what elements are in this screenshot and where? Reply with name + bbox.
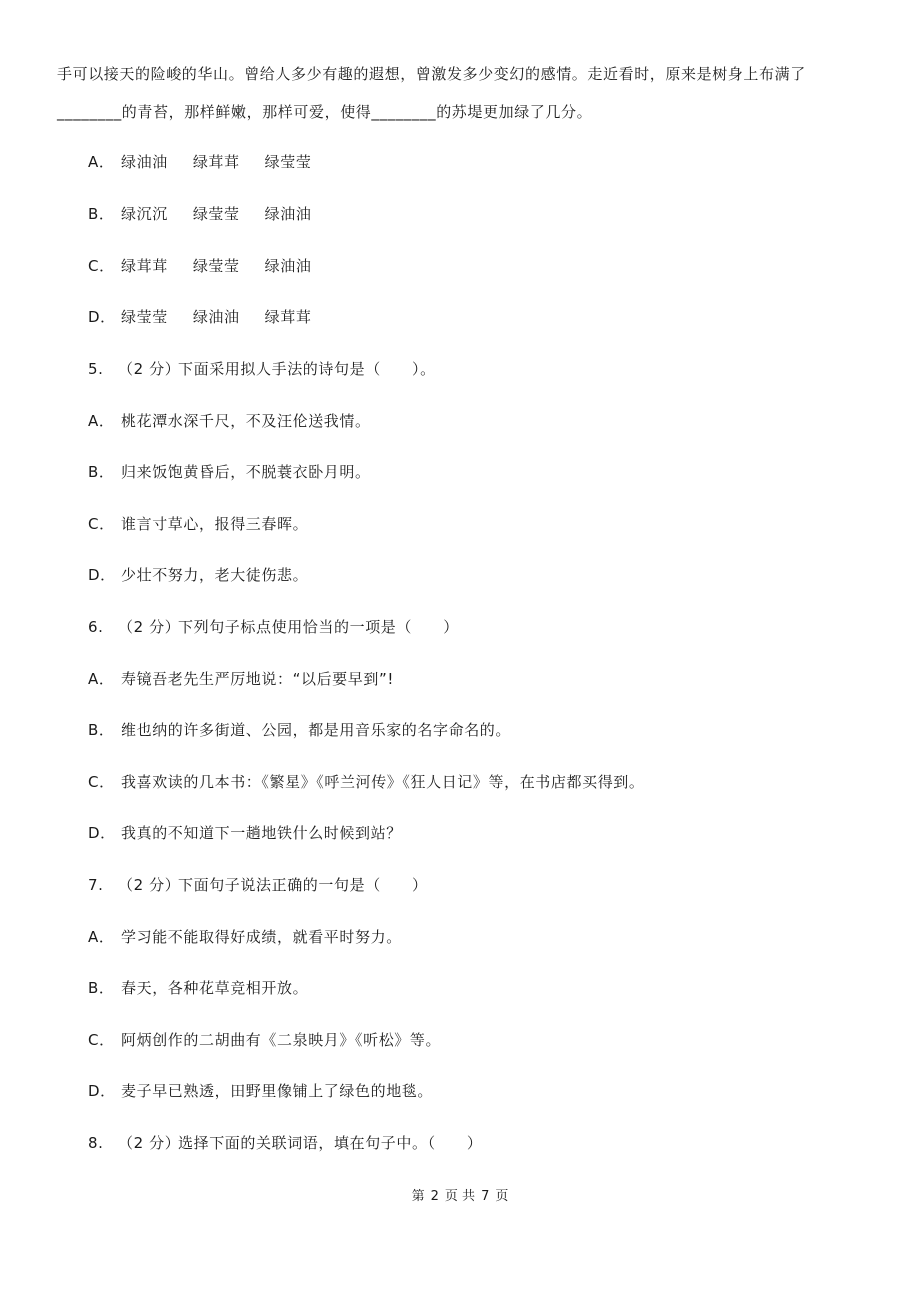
option-label: C． — [88, 515, 115, 533]
option-label: D． — [88, 308, 116, 326]
q6-option-a — [88, 669, 394, 689]
q4-option-c — [88, 256, 336, 276]
question-text: 下面采用拟人手法的诗句是（ ）。 — [178, 360, 436, 378]
option-text: 我喜欢读的几本书：《繁星》《呼兰河传》《狂人日记》等，在书店都买得到。 — [121, 773, 645, 791]
question-number: 5. — [88, 360, 104, 378]
q5-option-b — [88, 462, 371, 482]
choice: 绿莹莹 — [192, 205, 240, 223]
option-label: D． — [88, 566, 116, 584]
option-text: 谁言寸草心，报得三春晖。 — [121, 515, 309, 533]
q5-option-d — [88, 565, 308, 585]
q7-option-c — [88, 1030, 441, 1050]
choice: 绿沉沉 — [121, 205, 168, 223]
option-text: 寿镜吾老先生严厉地说：“以后要早到”! — [121, 670, 394, 688]
option-label: D． — [88, 824, 116, 842]
question-7 — [88, 875, 428, 895]
option-label: B． — [88, 205, 115, 223]
question-5 — [88, 359, 436, 379]
question-number: 7. — [88, 876, 104, 894]
option-label: A． — [88, 153, 115, 171]
question-score: （2 分） — [118, 360, 181, 378]
question-score: （2 分） — [118, 876, 181, 894]
question-score: （2 分） — [118, 618, 181, 636]
option-label: B． — [88, 463, 115, 481]
q4-option-a — [88, 152, 336, 172]
choice: 绿油油 — [264, 205, 312, 223]
question-text: 下列句子标点使用恰当的一项是（ ） — [178, 618, 459, 636]
footer-prefix: 第 — [411, 1189, 425, 1204]
option-label: D． — [88, 1082, 116, 1100]
question-text: 选择下面的关联词语，填在句子中。（ ） — [178, 1134, 483, 1152]
choice: 绿茸茸 — [264, 308, 312, 326]
footer-page-number: 2 — [430, 1189, 439, 1204]
choice: 绿油油 — [192, 308, 240, 326]
q6-option-d — [88, 823, 402, 843]
option-text: 归来饭饱黄昏后，不脱蓑衣卧月明。 — [121, 463, 371, 481]
option-text: 维也纳的许多街道、公园，都是用音乐家的名字命名的。 — [121, 721, 512, 739]
option-text: 少壮不努力，老大徒伤悲。 — [121, 566, 309, 584]
option-label: A． — [88, 928, 115, 946]
question-text: 下面句子说法正确的一句是（ ） — [178, 876, 428, 894]
q6-option-b — [88, 720, 511, 740]
option-text: 桃花潭水深千尺，不及汪伦送我情。 — [121, 412, 371, 430]
q4-option-b — [88, 204, 336, 224]
choice: 绿茸茸 — [121, 257, 168, 275]
footer-middle: 页 共 — [444, 1189, 476, 1204]
option-label: B． — [88, 979, 115, 997]
passage-line-1: 手可以接天的险峻的华山。曾给人多少有趣的遐想，曾激发多少变幻的感情。走近看时，原来是树身上布满了 — [57, 65, 806, 83]
q7-option-b — [88, 978, 308, 998]
question-6 — [88, 617, 459, 637]
option-text: 春天，各种花草竞相开放。 — [121, 979, 309, 997]
option-label: A． — [88, 412, 115, 430]
option-label: A． — [88, 670, 115, 688]
question-number: 8. — [88, 1134, 104, 1152]
passage-line-2: ________的青苔，那样鲜嫩，那样可爱，使得________的苏堤更加绿了几分。 — [57, 103, 593, 121]
choice: 绿油油 — [264, 257, 312, 275]
q6-option-c — [88, 772, 645, 792]
option-label: B． — [88, 721, 115, 739]
option-label: C． — [88, 1031, 115, 1049]
choice: 绿莹莹 — [264, 153, 312, 171]
choice: 绿莹莹 — [192, 257, 240, 275]
question-8 — [88, 1133, 483, 1153]
q4-option-d — [88, 307, 336, 327]
option-text: 我真的不知道下一趟地铁什么时候到站？ — [121, 824, 402, 842]
q7-option-d — [88, 1081, 433, 1101]
choice: 绿茸茸 — [192, 153, 240, 171]
choice: 绿油油 — [121, 153, 168, 171]
question-score: （2 分） — [118, 1134, 181, 1152]
option-text: 学习能不能取得好成绩，就看平时努力。 — [121, 928, 402, 946]
footer-total-pages: 7 — [481, 1189, 490, 1204]
q5-option-c — [88, 514, 308, 534]
option-text: 麦子早已熟透，田野里像铺上了绿色的地毯。 — [121, 1082, 434, 1100]
q5-option-a — [88, 411, 371, 431]
option-text: 阿炳创作的二胡曲有《二泉映月》《听松》等。 — [121, 1031, 442, 1049]
question-number: 6. — [88, 618, 104, 636]
page-footer — [0, 1188, 920, 1206]
q7-option-a — [88, 927, 402, 947]
footer-suffix: 页 — [495, 1189, 509, 1204]
option-label: C． — [88, 773, 115, 791]
option-label: C． — [88, 257, 115, 275]
choice: 绿莹莹 — [121, 308, 168, 326]
